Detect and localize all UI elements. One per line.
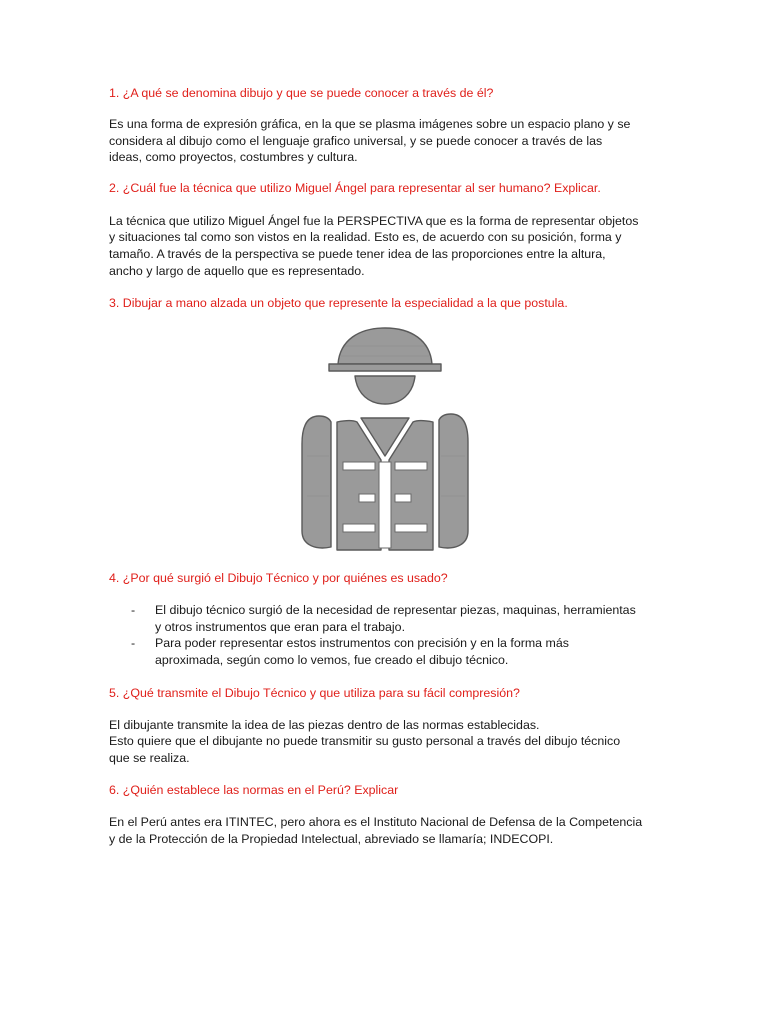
answer-5-line: Esto quiere que el dibujante no puede transmitir su gusto personal a través del dibujo técnico [109, 734, 621, 749]
list-item [109, 602, 661, 635]
list-item-line: Para poder representar estos instrumentos con precisión y en la forma más [155, 636, 569, 651]
answer-1 [109, 116, 661, 166]
answer-2-line: tamaño. A través de la perspectiva se puede tener idea de las proporciones entre la altura, [109, 246, 606, 261]
question-6: 6. ¿Quién establece las normas en el Perú? Explicar [109, 783, 399, 798]
answer-1-line: considera al dibujo como el lenguaje grafico universal, y se puede conocer a través de las [109, 133, 603, 148]
answer-2-line: ancho y largo de aquello que es representado. [109, 263, 365, 278]
list-item-line: El dibujo técnico surgió de la necesidad de representar piezas, maquinas, herramientas [155, 603, 636, 618]
answer-2-line: La técnica que utilizo Miguel Ángel fue la PERSPECTIVA que es la forma de representar objetos [109, 213, 639, 228]
question-1: 1. ¿A qué se denomina dibujo y que se puede conocer a través de él? [109, 86, 494, 100]
answer-2-line: y situaciones tal como son vistos en la realidad. Esto es, de acuerdo con su posición, forma y [109, 230, 622, 245]
answer-6 [109, 814, 661, 847]
list-item [109, 635, 661, 668]
list-item-line: aproximada, según como lo vemos, fue creado el dibujo técnico. [155, 652, 509, 667]
answer-5 [109, 717, 661, 767]
document-page [109, 85, 661, 848]
question-5: 5. ¿Qué transmite el Dibujo Técnico y que utiliza para su fácil compresión? [109, 685, 520, 700]
question-3: 3. Dibujar a mano alzada un objeto que represente la especialidad a la que postula. [109, 296, 568, 311]
construction-worker-sketch-icon [295, 326, 475, 558]
answer-5-line: que se realiza. [109, 750, 190, 765]
answer-6-line: En el Perú antes era ITINTEC, pero ahora es el Instituto Nacional de Defensa de la Competencia [109, 815, 643, 830]
answer-5-line: El dibujante transmite la idea de las piezas dentro de las normas establecidas. [109, 717, 540, 732]
answer-1-line: Es una forma de expresión gráfica, en la que se plasma imágenes sobre un espacio plano y se [109, 117, 631, 131]
question-4: 4. ¿Por qué surgió el Dibujo Técnico y por quiénes es usado? [109, 571, 448, 586]
question-2: 2. ¿Cuál fue la técnica que utilizo Miguel Ángel para representar al ser humano? Explicar. [109, 180, 601, 195]
answer-4-list [109, 602, 661, 668]
drawing-figure [109, 326, 661, 558]
answer-1-line: ideas, como proyectos, costumbres y cultura. [109, 150, 358, 165]
answer-6-line: y de la Protección de la Propiedad Intelectual, abreviado se llamaría; INDECOPI. [109, 831, 554, 846]
answer-2 [109, 213, 661, 279]
list-item-line: y otros instrumentos que eran para el trabajo. [155, 619, 406, 634]
